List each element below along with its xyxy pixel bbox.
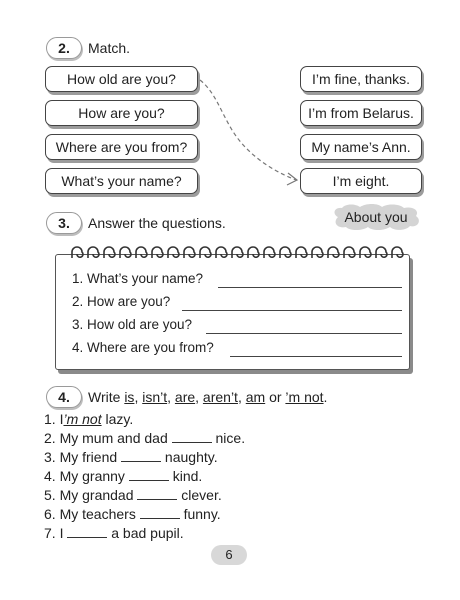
instruction-prefix: Write [88, 389, 125, 405]
sep: , [167, 389, 175, 405]
item-before: 3. My friend [44, 449, 122, 465]
answer-line-3[interactable] [206, 333, 402, 334]
about-you-label: About you [344, 209, 408, 225]
answer-line-2[interactable] [182, 310, 402, 311]
word-arent: aren’t [202, 389, 238, 405]
word-isnt: isn’t [142, 389, 168, 405]
item-after: nice. [211, 430, 246, 446]
exercise-item-2 [44, 429, 245, 447]
page-number: 6 [211, 545, 247, 565]
task-2-number: 2. [46, 37, 82, 59]
exercise-item-4 [44, 467, 202, 485]
blank-input[interactable] [137, 488, 177, 500]
task-4-instruction [88, 388, 327, 406]
item-after: funny. [179, 506, 221, 522]
question-2: 2. How are you? [72, 294, 171, 309]
item-before: 7. I [44, 525, 68, 541]
item-after: clever. [177, 487, 222, 503]
answer-line-4[interactable] [230, 356, 402, 357]
question-box-how-old[interactable]: How old are you? [45, 66, 198, 92]
task-3-number: 3. [46, 212, 82, 234]
item-prefix: 1. I [44, 411, 64, 427]
exercise-item-5 [44, 486, 222, 504]
word-m-not: ’m not [285, 389, 324, 405]
question-box-how-are[interactable]: How are you? [45, 100, 198, 126]
answer-box-fine[interactable]: I’m fine, thanks. [300, 66, 422, 92]
item-before: 4. My granny [44, 468, 129, 484]
word-are: are [174, 389, 196, 405]
item-after: kind. [168, 468, 203, 484]
about-you-badge [330, 203, 422, 231]
item-before: 6. My teachers [44, 506, 140, 522]
exercise-item-1 [44, 410, 133, 428]
item-after: a bad pupil. [107, 525, 184, 541]
question-4: 4. Where are you from? [72, 340, 214, 355]
item-after: naughty. [161, 449, 218, 465]
item-before: 5. My grandad [44, 487, 138, 503]
answer-line-1[interactable] [218, 287, 402, 288]
spiral-binding-icon [68, 244, 408, 264]
task-3-instruction: Answer the questions. [88, 215, 226, 231]
answer-box-eight[interactable]: I’m eight. [300, 168, 422, 194]
word-am: am [245, 389, 266, 405]
sep: , [195, 389, 203, 405]
question-box-where-from[interactable]: Where are you from? [45, 134, 198, 160]
blank-input[interactable] [140, 507, 180, 519]
exercise-item-3 [44, 448, 218, 466]
exercise-item-7 [44, 524, 184, 542]
blank-input[interactable] [121, 450, 161, 462]
question-1: 1. What’s your name? [72, 271, 204, 286]
sep-or: or [265, 389, 286, 405]
question-box-name[interactable]: What’s your name? [45, 168, 198, 194]
exercise-item-6 [44, 505, 221, 523]
example-answer: ’m not [63, 411, 102, 427]
answer-box-belarus[interactable]: I’m from Belarus. [300, 100, 422, 126]
task-4-number: 4. [46, 386, 82, 408]
question-3: 3. How old are you? [72, 317, 193, 332]
end: . [323, 389, 328, 405]
blank-input[interactable] [129, 469, 169, 481]
blank-input[interactable] [67, 526, 107, 538]
sep: , [134, 389, 143, 405]
item-before: 2. My mum and dad [44, 430, 172, 446]
blank-input[interactable] [172, 431, 212, 443]
item-suffix: lazy. [101, 411, 134, 427]
sep: , [237, 389, 246, 405]
word-is: is [124, 389, 135, 405]
answer-box-ann[interactable]: My name’s Ann. [300, 134, 422, 160]
task-2-instruction: Match. [88, 40, 131, 56]
